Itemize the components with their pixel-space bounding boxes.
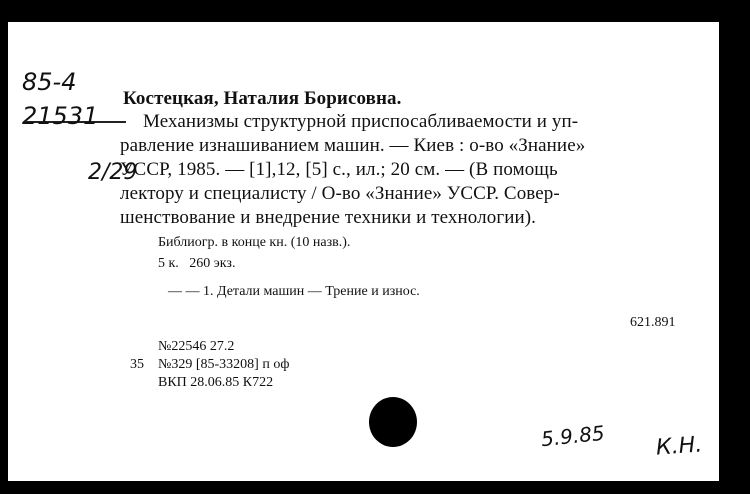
subject-tracing: — — 1. Детали машин — Трение и износ. (168, 284, 420, 299)
shelf-mark-bottom: 21531 (22, 102, 99, 130)
catalog-card (8, 22, 719, 481)
body-line-4: лектору и специалисту / О-во «Знание» УССР. Совер- (120, 183, 560, 204)
record-number-2: №329 [85-33208] п оф (158, 357, 290, 372)
body-line-1: Механизмы структурной приспосабливаемости и уп- (143, 111, 579, 132)
record-number-1: №22546 27.2 (158, 339, 235, 354)
author-heading: Костецкая, Наталия Борисовна. (123, 88, 402, 109)
handwritten-date: 5.9.85 (539, 420, 606, 452)
side-number: 35 (130, 357, 144, 372)
shelf-mark-top: 85-4 (22, 68, 77, 96)
handwritten-initials: К.Н. (655, 432, 703, 461)
record-number-3: ВКП 28.06.85 К722 (158, 375, 274, 390)
body-line-2: равление изнашиванием машин. — Киев : о-во «Знание» (120, 135, 586, 156)
note-price: 5 к. 260 экз. (158, 256, 236, 271)
body-line-3: УССР, 1985. — [1],12, [5] с., ил.; 20 см. — (В помощь (120, 159, 558, 180)
margin-note: 2/29 (88, 160, 138, 185)
note-bibliography: Библиогр. в конце кн. (10 назв.). (158, 235, 351, 250)
body-line-5: шенствование и внедрение техники и технологии). (120, 207, 537, 228)
punch-hole (369, 397, 417, 447)
classification-number: 621.891 (630, 315, 676, 330)
